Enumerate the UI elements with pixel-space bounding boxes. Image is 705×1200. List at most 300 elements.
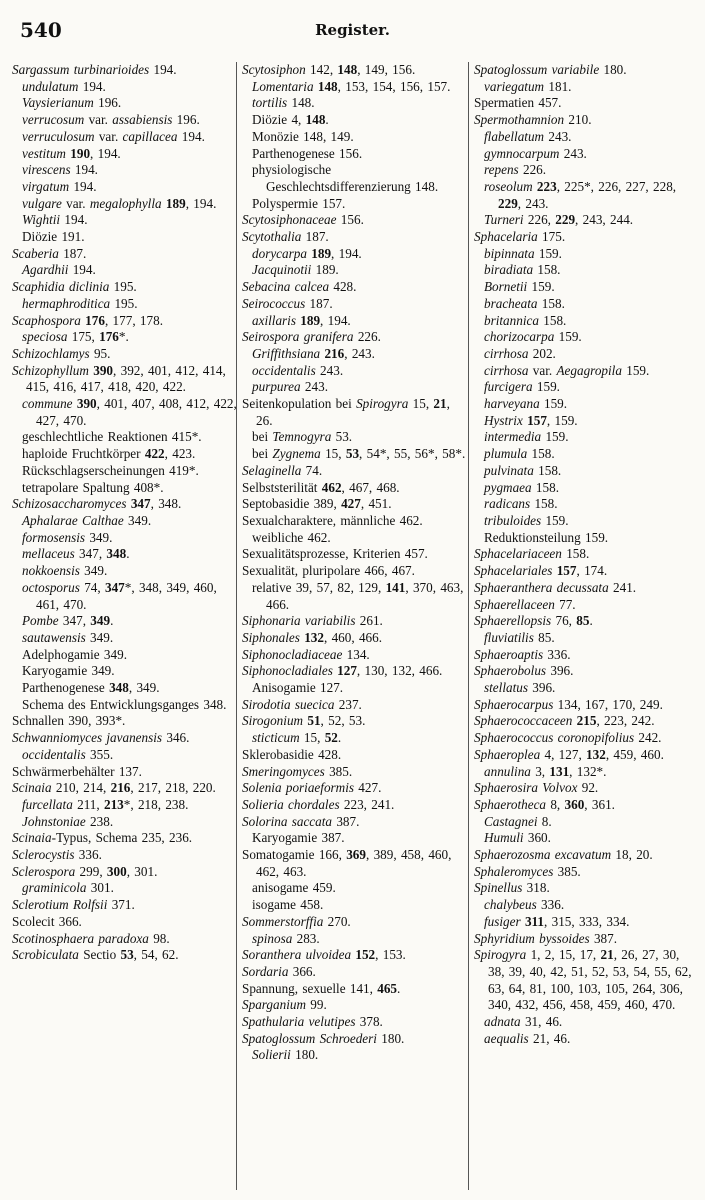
index-entry (474, 597, 699, 614)
index-entry (474, 747, 699, 764)
entry-page-bold: 369 (346, 847, 366, 863)
index-entry (474, 413, 699, 430)
entry-term: Sphaerocarpus (474, 696, 554, 712)
entry-page-bold: 189 (311, 245, 332, 261)
index-entry (474, 396, 699, 413)
entry-term: chalybeus (484, 897, 537, 913)
entry-text: Anisogamie 127. (252, 680, 344, 696)
entry-text: Schwärmerbehälter 137. (12, 763, 142, 779)
index-entry (242, 830, 467, 847)
entry-term: bipinnata (484, 245, 535, 261)
entry-term: Aphalarae Calthae (22, 512, 124, 528)
entry-text: , 370, 463, 466. (266, 579, 464, 612)
entry-text: 180. (376, 1030, 405, 1046)
entry-text: 158. (527, 446, 555, 462)
entry-term: fusiger (484, 913, 521, 929)
entry-text: -Typus, Schema 235, 236. (51, 830, 193, 846)
index-entry (474, 880, 699, 897)
entry-term: Scaberia (12, 245, 59, 261)
entry-text: , 194. (320, 312, 351, 328)
entry-text: , 301. (126, 863, 158, 879)
index-entry (474, 814, 699, 831)
entry-text: 385. (324, 763, 353, 779)
entry-term: verrucosum (22, 112, 85, 128)
entry-text: , 217, 218, 220. (130, 780, 216, 796)
entry-term: roseolum (484, 178, 533, 194)
entry-text: , 194. (331, 245, 362, 261)
entry-text: Sexualitätsprozesse, Kriterien 457. (242, 546, 428, 562)
entry-term: Spatoglossum variabile (474, 62, 600, 77)
entry-term: axillaris (252, 312, 296, 328)
index-entry (474, 947, 699, 1014)
entry-page-bold: 465 (377, 980, 398, 996)
entry-text: 226. (353, 329, 381, 345)
entry-text: 15, (320, 446, 346, 462)
entry-text: 241. (608, 579, 637, 595)
index-entry (242, 313, 467, 330)
entry-text: 8. (537, 813, 552, 829)
entry-text: 336. (543, 646, 571, 662)
entry-term: Aegagropila (556, 362, 622, 378)
entry-term: virgatum (22, 178, 70, 194)
index-entry (242, 530, 467, 547)
entry-term: Solenia poriaeformis (242, 780, 354, 796)
entry-text: 194. (69, 178, 97, 194)
index-entry (12, 196, 237, 213)
entry-text: 243. (544, 128, 572, 144)
entry-text: 180. (290, 1047, 319, 1063)
entry-text: 181. (544, 78, 572, 94)
entry-term: Hystrix (484, 412, 523, 428)
entry-text: 15, (408, 396, 434, 412)
index-entry (242, 146, 467, 163)
index-entry (242, 981, 467, 998)
entry-text: Seitenkopulation bei (242, 396, 357, 412)
entry-term: Sphaeroplea (474, 746, 541, 762)
entry-text: 159. (539, 396, 568, 412)
entry-term: Sphaerellopsis (474, 613, 552, 629)
entry-term: flabellatum (484, 128, 545, 144)
entry-term: Sphaeranthera decussata (474, 579, 609, 595)
entry-text: Diözie 4, (252, 112, 306, 128)
index-entry (242, 797, 467, 814)
entry-text: , 153. (375, 947, 406, 963)
entry-term: gymnocarpum (484, 145, 560, 161)
entry-term: Turneri (484, 212, 524, 228)
entry-text: 387. (589, 930, 618, 946)
index-entry (12, 630, 237, 647)
index-entry (12, 663, 237, 680)
entry-term: cirrhosa (484, 345, 529, 361)
entry-text: 243. (315, 362, 344, 378)
index-entry (12, 880, 237, 897)
index-entry (474, 112, 699, 129)
index-entry (474, 246, 699, 263)
index-entry (474, 229, 699, 246)
index-entry (474, 1014, 699, 1031)
entry-term: Sphaeroaptis (474, 646, 544, 662)
index-entry (474, 62, 699, 79)
entry-term: britannica (484, 312, 539, 328)
index-entry (474, 146, 699, 163)
entry-text: var. (84, 112, 113, 128)
index-entry (12, 212, 237, 229)
entry-text: , 243. (517, 195, 549, 211)
index-entry (474, 563, 699, 580)
entry-term: Sphacelariaceen (474, 546, 562, 562)
entry-term: Sphacelariales (474, 563, 553, 579)
entry-term: Spermothamnion (474, 112, 565, 128)
index-entry (12, 563, 237, 580)
entry-text: 134, 167, 170, 249. (553, 696, 663, 712)
column-divider (468, 62, 469, 1190)
entry-text: , 459, 460. (605, 746, 664, 762)
entry-page-bold: 422 (144, 446, 165, 462)
index-entry (242, 379, 467, 396)
entry-page-bold: 21 (600, 947, 614, 963)
entry-text: , 243, 244. (575, 212, 634, 228)
entry-text: , 194. (90, 145, 121, 161)
index-entry (474, 797, 699, 814)
entry-text: 194. (60, 212, 88, 228)
index-entry (474, 897, 699, 914)
entry-page-bold: 462 (321, 479, 342, 495)
entry-text: Selbststerilität (242, 479, 322, 495)
entry-term: Bornetii (484, 279, 528, 295)
index-entry (242, 196, 467, 213)
entry-page-bold: 223 (536, 178, 557, 194)
entry-text: 77. (554, 596, 576, 612)
entry-text: 159. (554, 329, 582, 345)
entry-text: 349. (79, 563, 108, 579)
entry-text: 156. (336, 212, 364, 228)
entry-term: Sphaerosira Volvox (474, 780, 578, 796)
entry-text: 242. (634, 730, 662, 746)
index-entry (474, 496, 699, 513)
entry-text: geschlechtliche Reaktionen 415*. (22, 429, 202, 445)
entry-text: Monözie 148, 149. (252, 128, 354, 144)
entry-text: 196. (172, 112, 200, 128)
entry-text: tetrapolare Spaltung 408*. (22, 479, 164, 495)
index-entry (242, 914, 467, 931)
entry-page-bold: 176 (85, 312, 105, 328)
entry-text: anisogame 459. (252, 880, 336, 896)
index-entry (474, 764, 699, 781)
entry-term: vestitum (22, 145, 66, 161)
entry-term: Pombe (22, 613, 59, 629)
entry-text: 283. (292, 930, 320, 946)
entry-text: 194. (177, 128, 205, 144)
entry-text: , 132*. (569, 763, 607, 779)
entry-text: . (110, 613, 114, 629)
entry-term: chorizocarpa (484, 329, 555, 345)
index-entry (474, 931, 699, 948)
entry-text: 98. (148, 930, 170, 946)
entry-text: 158. (561, 546, 590, 562)
entry-text: 336. (536, 897, 565, 913)
entry-term: Sphaerococcaceen (474, 713, 573, 729)
index-entry (242, 129, 467, 146)
index-entry (12, 530, 237, 547)
entry-text: Rückschlagserscheinungen 419*. (22, 462, 199, 478)
entry-text: , 174. (576, 563, 608, 579)
entry-text: 318. (522, 880, 550, 896)
index-entry (242, 680, 467, 697)
entry-term: speciosa (22, 329, 68, 345)
index-entry (474, 713, 699, 730)
index-entry (12, 797, 237, 814)
entry-text: 301. (86, 880, 114, 896)
index-entry (12, 830, 237, 847)
index-entry (12, 62, 237, 79)
entry-page-bold: 348 (109, 680, 129, 696)
entry-text: Sectio (78, 947, 121, 963)
entry-term: plumula (484, 446, 528, 462)
entry-text: , 451. (360, 496, 392, 512)
entry-text: Schnallen 390, 393*. (12, 713, 126, 729)
entry-text: 299, (75, 863, 107, 879)
entry-term: tribuloides (484, 512, 542, 528)
index-column-2 (242, 62, 467, 1192)
index-entry (242, 997, 467, 1014)
entry-text: Karyogamie 387. (252, 830, 345, 846)
entry-term: Solieria chordales (242, 796, 340, 812)
entry-page-bold: 51 (307, 713, 321, 729)
entry-text: 396. (546, 663, 574, 679)
index-entry (474, 463, 699, 480)
entry-term: Spirogyra (356, 396, 409, 412)
entry-page-bold: 132 (304, 629, 324, 645)
entry-term: Sphacelaria (474, 229, 538, 245)
entry-page-bold: 53 (120, 947, 134, 963)
index-entry (12, 580, 237, 613)
entry-term: Sordaria (242, 963, 289, 979)
index-entry (474, 780, 699, 797)
entry-text: 99. (306, 997, 327, 1013)
entry-text: 74. (301, 462, 323, 478)
entry-text: 396. (527, 680, 556, 696)
entry-text: 223, 241. (339, 796, 395, 812)
entry-text: 237. (334, 696, 362, 712)
index-entry (242, 814, 467, 831)
entry-text: 159. (621, 362, 650, 378)
index-entry (12, 279, 237, 296)
entry-page-bold: 300 (106, 863, 127, 879)
index-entry (474, 864, 699, 881)
entry-page-bold: 347 (130, 496, 151, 512)
index-entry (242, 764, 467, 781)
index-entry (12, 95, 237, 112)
index-entry (474, 129, 699, 146)
entry-text: 270. (323, 913, 351, 929)
page-header (0, 0, 705, 46)
entry-term: Schizophyllum (12, 362, 89, 378)
index-entry (242, 480, 467, 497)
index-entry (474, 847, 699, 864)
index-entry (12, 897, 237, 914)
entry-text: , 159. (546, 412, 578, 428)
entry-term: Lomentaria (252, 78, 314, 94)
entry-text: bei (252, 446, 273, 462)
entry-term: pygmaea (484, 479, 532, 495)
index-entry (242, 246, 467, 263)
index-entry (242, 262, 467, 279)
entry-page-bold: 347 (104, 579, 125, 595)
index-entry (474, 346, 699, 363)
entry-term: Spathularia velutipes (242, 1014, 356, 1030)
entry-term: Scinaia (12, 780, 52, 796)
entry-text: . (589, 613, 593, 629)
entry-text: 159. (534, 245, 562, 261)
entry-text: , 392, 401, 412, 414, 415, 416, 417, 418, 420, 422. (26, 362, 226, 395)
index-entry (12, 179, 237, 196)
entry-text: Somatogamie 166, (242, 847, 347, 863)
entry-term: intermedia (484, 429, 542, 445)
index-entry (474, 363, 699, 380)
entry-text: 427. (354, 780, 382, 796)
entry-term: Scytothalia (242, 229, 302, 245)
entry-term: cirrhosa (484, 362, 529, 378)
entry-text: . (337, 730, 342, 746)
entry-term: Sparganium (242, 997, 306, 1013)
index-entry (474, 162, 699, 179)
entry-text: , 349. (128, 680, 160, 696)
entry-text: 226. (518, 162, 547, 178)
entry-text: , 315, 333, 334. (544, 913, 630, 929)
entry-text: 349. (85, 629, 114, 645)
index-entry (242, 880, 467, 897)
entry-text: 134. (342, 646, 370, 662)
entry-text: 92. (577, 780, 599, 796)
index-entry (242, 229, 467, 246)
entry-page-bold: 348 (106, 546, 127, 562)
index-entry (12, 613, 237, 630)
entry-term: Scaphidia diclinia (12, 279, 110, 295)
index-entry (12, 463, 237, 480)
index-entry (242, 162, 467, 195)
entry-text: Scolecit 366. (12, 913, 82, 929)
entry-text: 194. (78, 78, 106, 94)
entry-term: Sommerstorffia (242, 913, 324, 929)
index-entry (242, 212, 467, 229)
index-entry (242, 1014, 467, 1031)
entry-term: graminicola (22, 880, 87, 896)
entry-term: hermaphroditica (22, 295, 111, 311)
index-entry (12, 864, 237, 881)
entry-text: . (397, 980, 401, 996)
entry-term: dorycarpa (252, 245, 307, 261)
index-entry (474, 630, 699, 647)
entry-text: 261. (355, 613, 383, 629)
index-entry (474, 262, 699, 279)
entry-term: Spinellus (474, 880, 523, 896)
entry-text: , 460, 466. (323, 629, 383, 645)
entry-term: Wightii (22, 212, 61, 228)
entry-term: Humuli (484, 830, 524, 846)
entry-page-bold: 427 (341, 496, 361, 512)
index-entry (474, 79, 699, 96)
entry-text: 159. (527, 279, 555, 295)
entry-text: , 54, 62. (133, 947, 179, 963)
index-entry (474, 95, 699, 112)
entry-page-bold: 190 (70, 145, 91, 161)
entry-text: 74, (79, 579, 105, 595)
entry-text: *, 218, 238. (123, 796, 189, 812)
entry-text: 159. (541, 429, 569, 445)
index-entry (12, 546, 237, 563)
entry-page-bold: 229 (555, 212, 576, 228)
entry-text: , 389, 458, 460, 462, 463. (256, 847, 452, 879)
index-entry (12, 496, 237, 513)
index-entry (12, 129, 237, 146)
index-entry (242, 346, 467, 363)
index-entry (474, 446, 699, 463)
entry-text: 349. (85, 529, 113, 545)
entry-term: Castagnei (484, 813, 538, 829)
index-entry (474, 613, 699, 630)
entry-text: 142, (305, 62, 338, 77)
entry-text: , 153, 154, 156, 157. (337, 78, 451, 94)
entry-term: Schizochlamys (12, 345, 90, 361)
entry-text: 187. (301, 229, 329, 245)
index-entry (242, 713, 467, 730)
entry-text: , 467, 468. (341, 479, 400, 495)
index-entry (12, 296, 237, 313)
entry-text: Adelphogamie 349. (22, 646, 128, 662)
entry-term: formosensis (22, 529, 86, 545)
entry-text: 159. (541, 512, 569, 528)
entry-text: 95. (89, 345, 111, 361)
index-entry (12, 914, 237, 931)
entry-page-bold: 213 (103, 796, 124, 812)
index-entry (474, 480, 699, 497)
index-entry (242, 546, 467, 563)
entry-text: 158. (537, 295, 565, 311)
entry-term: Spatoglossum Schroederi (242, 1030, 377, 1046)
entry-term: Scaphospora (12, 312, 81, 328)
entry-text: , 149, 156. (357, 62, 416, 77)
entry-text: , 130, 132, 466. (356, 663, 443, 679)
entry-term: verruculosum (22, 128, 95, 144)
entry-term: mellaceus (22, 546, 75, 562)
entry-text: 31, 46. (520, 1014, 563, 1030)
entry-term: Sclerotium Rolfsii (12, 897, 108, 913)
entry-text: 355. (85, 746, 114, 762)
entry-text: 21, 46. (528, 1030, 571, 1046)
entry-text: relative 39, 57, 82, 129, (252, 579, 386, 595)
entry-text: 158. (533, 462, 562, 478)
entry-text: var. (528, 362, 557, 378)
entry-term: Vaysierianum (22, 95, 94, 111)
index-entry (242, 780, 467, 797)
entry-text: Spannung, sexuelle 141, (242, 980, 378, 996)
entry-page-bold: 157 (527, 412, 547, 428)
entry-text: 1, 2, 15, 17, (526, 947, 601, 963)
entry-term: Sirogonium (242, 713, 304, 729)
entry-text: 195. (110, 295, 138, 311)
entry-term: Jacquinotii (252, 262, 312, 278)
index-entry (474, 830, 699, 847)
index-entry (242, 496, 467, 513)
entry-term: Sclerospora (12, 863, 76, 879)
entry-term: Sclerocystis (12, 847, 75, 863)
entry-term: Siphonaria variabilis (242, 613, 356, 629)
entry-text: 189. (311, 262, 339, 278)
entry-term: virescens (22, 162, 71, 178)
entry-text: Sexualität, pluripolare 466, 467. (242, 563, 415, 579)
index-entry (242, 1031, 467, 1048)
entry-text: Sexualcharaktere, männliche 462. (242, 512, 423, 528)
